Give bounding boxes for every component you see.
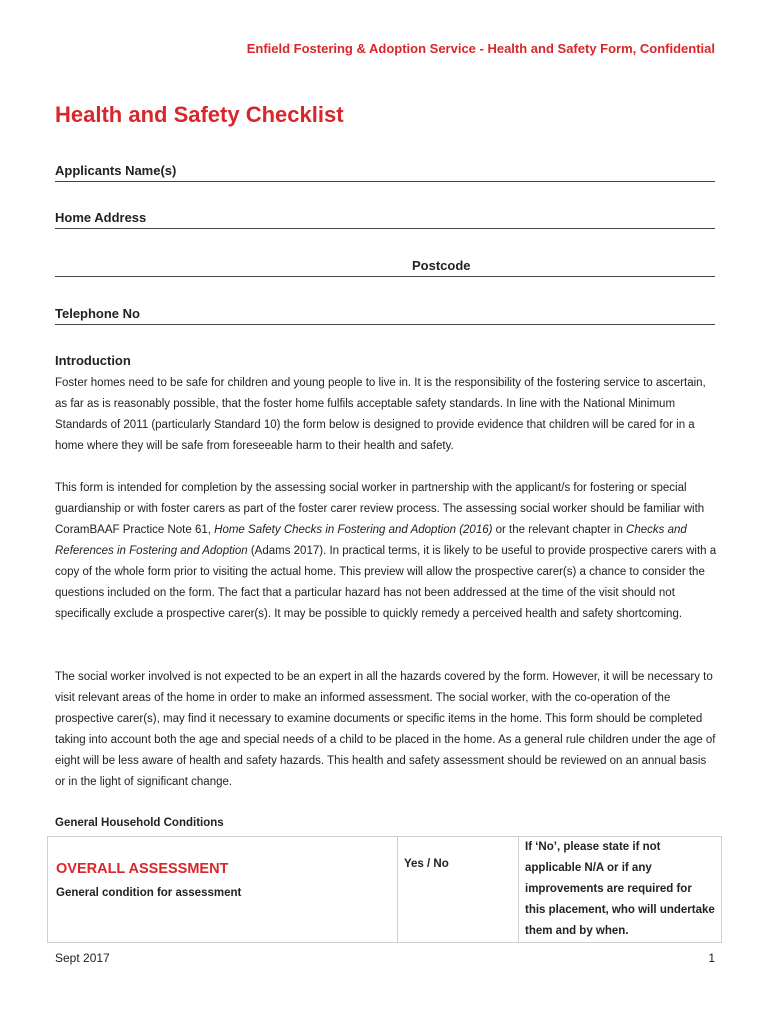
telephone-field[interactable] — [55, 306, 715, 325]
intro-paragraph-2 — [55, 478, 719, 625]
table-row — [48, 837, 722, 943]
intro-p2-text-b: or the relevant chapter in — [492, 524, 627, 536]
if-no-cell[interactable] — [519, 837, 722, 943]
intro-p2-reference-1: Home Safety Checks in Fostering and Adoption (2016) — [214, 524, 493, 536]
telephone-label: Telephone No — [55, 306, 140, 321]
applicants-name-label: Applicants Name(s) — [55, 163, 177, 178]
intro-p2-text-a: This form is intended for completion by the assessing social worker in partnership with the applicant/s for fostering or special guardianship or with foster carers as part of the foster carer review process. The assessing social worker should be familiar with CoramBAAF Practice Note 61, — [55, 482, 705, 536]
postcode-label: Postcode — [412, 258, 471, 273]
if-no-instructions: If ‘No’, please state if not applicable N/A or if any improvements are required for this placement, who will undertake them and by when. — [525, 841, 715, 937]
home-address-field[interactable] — [55, 210, 715, 229]
yes-no-cell[interactable] — [398, 837, 519, 943]
postcode-field[interactable] — [55, 258, 715, 277]
home-address-label: Home Address — [55, 210, 147, 225]
yes-no-label: Yes / No — [404, 858, 449, 870]
intro-p2-reference-2: Checks and References in Fostering and Adoption — [55, 524, 687, 557]
footer-date: Sept 2017 — [55, 951, 110, 965]
introduction-heading: Introduction — [55, 353, 131, 368]
general-condition-label: General condition for assessment — [56, 887, 242, 899]
document-header: Enfield Fostering & Adoption Service - Health and Safety Form, Confidential — [246, 41, 715, 56]
overall-assessment-table — [47, 836, 722, 943]
page-title: Health and Safety Checklist — [55, 102, 344, 127]
assessment-label-cell — [48, 837, 398, 943]
intro-p2-text-c: (Adams 2017). In practical terms, it is likely to be useful to provide prospective carers with a copy of the whole form prior to visiting the actual home. This preview will allow the prospective carer(s) a chance to consider the questions included on the form. The fact that a particular hazard has not been addressed at the time of the visit should not specifically exclude a prospective carer(s). It may be possible to quickly remedy a perceived health and safety shortcoming. — [55, 545, 717, 620]
intro-paragraph-1: Foster homes need to be safe for children and young people to live in. It is the responsibility of the fostering service to ascertain, as far as is reasonably possible, that the foster home fulfils acceptable safety standards. In line with the National Minimum Standards of 2011 (particularly Standard 10) the form below is designed to provide evidence that children will be cared for in a home where they will be safe from foreseeable harm to their health and safety. — [55, 377, 706, 452]
page-number: 1 — [708, 951, 715, 965]
general-household-heading: General Household Conditions — [55, 817, 224, 829]
intro-paragraph-3: The social worker involved is not expected to be an expert in all the hazards covered by the form. However, it will be necessary to visit relevant areas of the home in order to make an informed assessment. The social worker, with the co-operation of the prospective carer(s), may find it necessary to examine documents or specific items in the home. This form should be completed taking into account both the age and special needs of a child to be placed in the home. As a general rule children under the age of eight will be less aware of health and safety hazards. This health and safety assessment should be reviewed on an annual basis or in the light of significant change. — [55, 671, 716, 788]
applicants-name-field[interactable] — [55, 163, 715, 182]
overall-assessment-title: OVERALL ASSESSMENT — [56, 861, 229, 877]
